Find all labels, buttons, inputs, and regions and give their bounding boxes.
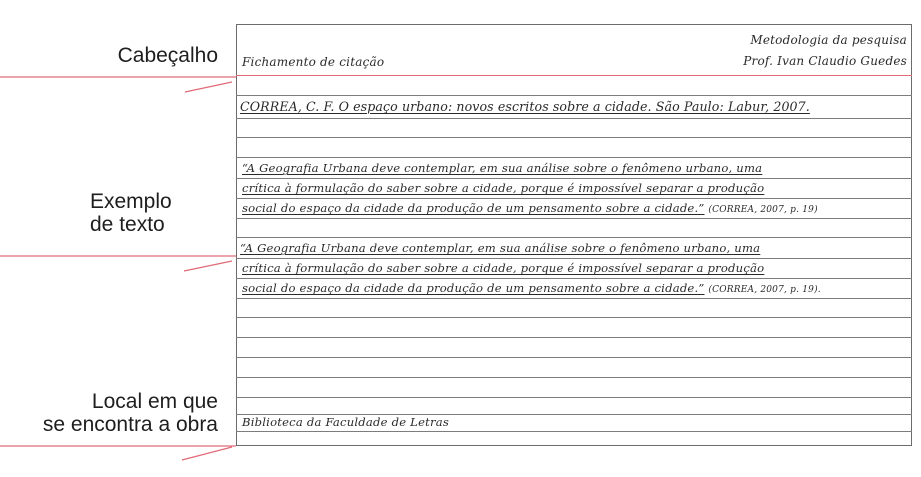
quote1-citation: (CORREA, 2007, p. 19) <box>708 205 818 215</box>
rule <box>236 337 912 338</box>
citation-card <box>236 24 912 446</box>
header-right-line1: Metodologia da pesquisa <box>750 33 907 47</box>
quote2-line1: “A Geografia Urbana deve contemplar, em sua análise sobre o fenômeno urbano, uma <box>240 241 761 255</box>
quote1-line1: “A Geografia Urbana deve contemplar, em sua análise sobre o fenômeno urbano, uma <box>242 161 763 175</box>
label-exemplo-line2: de texto <box>90 213 165 236</box>
rule <box>236 118 912 119</box>
bibliographic-reference: CORREA, C. F. O espaço urbano: novos escritos sobre a cidade. São Paulo: Labur, 2007. <box>240 99 810 114</box>
rule <box>236 218 912 219</box>
rule <box>236 95 912 96</box>
quote2-line3: social do espaço da cidade da produção de um pensamento sobre a cidade.” <box>242 281 705 295</box>
pointer-location <box>0 446 236 460</box>
rule <box>236 237 912 238</box>
rule <box>236 397 912 398</box>
rule <box>236 178 912 179</box>
rule <box>236 431 912 432</box>
rule <box>236 377 912 378</box>
rule <box>236 137 912 138</box>
label-cabecalho: Cabeçalho <box>117 44 218 67</box>
quote2-citation: (CORREA, 2007, p. 19). <box>708 285 821 295</box>
quote2-line2: crítica à formulação do saber sobre a cidade, porque é impossível separar a produção <box>242 261 765 275</box>
rule <box>236 258 912 259</box>
label-exemplo-line1: Exemplo <box>90 190 172 213</box>
rule-header-bottom <box>236 75 912 76</box>
pointer-example <box>0 256 236 271</box>
rule <box>236 298 912 299</box>
library-location: Biblioteca da Faculdade de Letras <box>242 415 450 429</box>
rule <box>236 278 912 279</box>
label-local-line2: se encontra a obra <box>42 413 218 436</box>
pointer-header <box>0 77 236 92</box>
quote2-line3-wrap <box>242 281 821 295</box>
header-right-line2: Prof. Ivan Claudio Guedes <box>743 54 907 68</box>
rule <box>236 357 912 358</box>
header-left-title: Fichamento de citação <box>242 55 385 69</box>
rule <box>236 198 912 199</box>
quote1-line3: social do espaço da cidade da produção de um pensamento sobre a cidade.” <box>242 201 705 215</box>
quote1-line3-wrap <box>242 201 818 215</box>
rule <box>236 317 912 318</box>
rule <box>236 157 912 158</box>
label-local-line1: Local em que <box>91 390 218 413</box>
quote1-line2: crítica à formulação do saber sobre a cidade, porque é impossível separar a produção <box>242 181 765 195</box>
